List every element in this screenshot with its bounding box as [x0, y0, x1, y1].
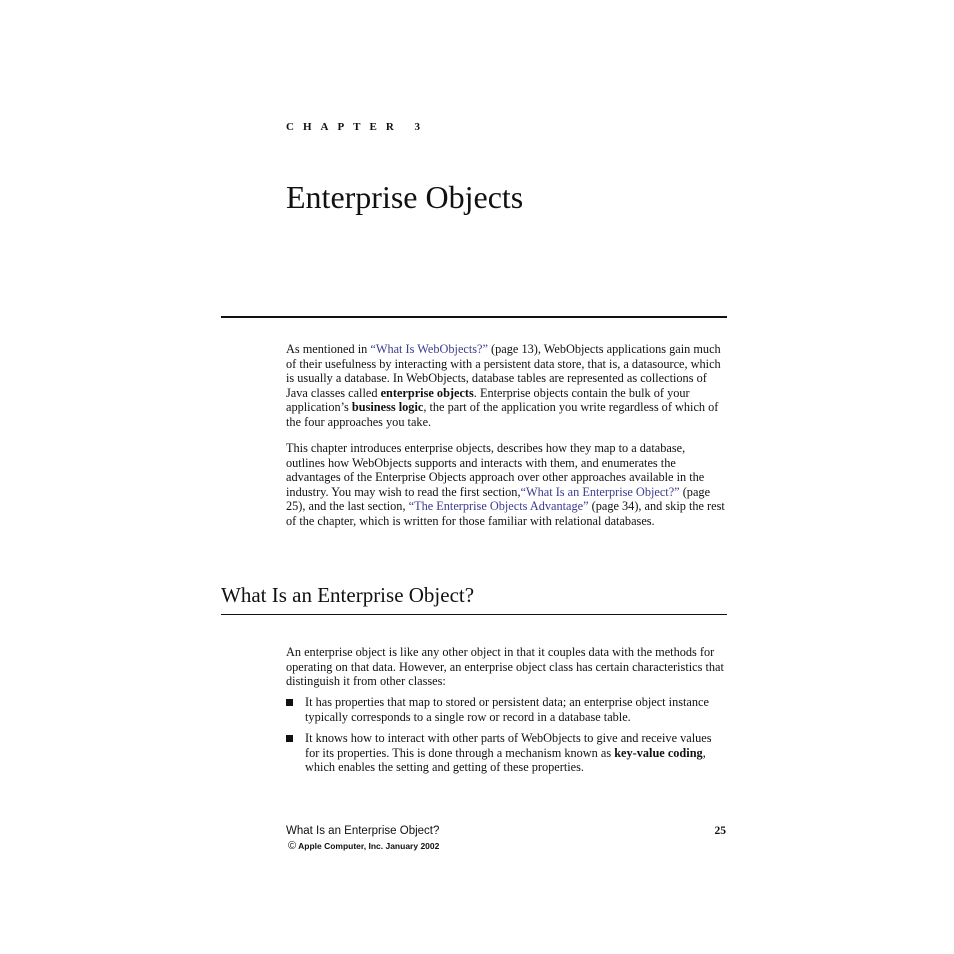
- list-item-text: It has properties that map to stored or persistent data; an enterprise object instance typically corresponds to a single row or record in a database table.: [305, 695, 709, 724]
- list-item-text: [305, 731, 726, 775]
- chapter-label: CHAPTER 3: [286, 121, 430, 133]
- intro-p1-text-1: As mentioned in: [286, 342, 371, 356]
- chapter-divider: [221, 316, 727, 318]
- intro-p1-text-4: , the part of the application you write regardless of which of the four approaches you take.: [286, 400, 719, 429]
- page-number: 25: [714, 825, 726, 837]
- footer-section-title: What Is an Enterprise Object?: [286, 825, 440, 837]
- section-heading: What Is an Enterprise Object?: [221, 583, 475, 607]
- intro-p1-text-3: . Enterprise objects contain the bulk of your application’s: [286, 385, 690, 415]
- link-what-is-webobjects[interactable]: “What Is WebObjects?”: [370, 342, 488, 356]
- term-key-value-coding: key-value coding: [614, 745, 703, 760]
- copyright-icon: ©: [288, 840, 297, 852]
- chapter-title: Enterprise Objects: [286, 179, 524, 215]
- term-business-logic: business logic: [351, 400, 424, 415]
- intro-p2-text-1: This chapter introduces enterprise objects, describes how they map to a database, outlines how WebObjects supports and interacts with them, and enumerates the advantages of the Enterprise Objects approach over other approaches available in the industry. You may wish to read the first section,: [286, 441, 705, 499]
- intro-p2-text-3: (page 34), and skip the rest of the chapter, which is written for those familiar with relational databases.: [286, 499, 725, 528]
- link-what-is-an-enterprise-object[interactable]: “What Is an Enterprise Object?”: [520, 484, 680, 499]
- section-divider: [221, 614, 727, 615]
- copyright-text: Apple Computer, Inc. January 2002: [298, 841, 440, 851]
- term-enterprise-objects: enterprise objects: [380, 385, 474, 400]
- intro-paragraph-1: [286, 342, 726, 430]
- bullet2-text-1: It knows how to interact with other parts of WebObjects to give and receive values for its properties. This is done through a mechanism known as: [305, 731, 712, 760]
- square-bullet-icon: [286, 735, 293, 742]
- intro-p1-text-2: (page 13), WebObjects applications gain much of their usefulness by interacting with a persistent data store, that is, a datasource, which is usually a database. In WebObjects, database tables are represented as collections of Java classes called: [286, 342, 721, 400]
- link-enterprise-objects-advantage[interactable]: “The Enterprise Objects Advantage”: [408, 499, 589, 514]
- section-paragraph-1: An enterprise object is like any other object in that it couples data with the methods for operating on that data. However, an enterprise object class has certain characteristics that distinguish it from other classes:: [286, 645, 724, 689]
- intro-p2-text-2: (page 25), and the last section,: [286, 484, 711, 514]
- intro-paragraph-2: [286, 441, 726, 529]
- bullet2-text-2: , which enables the setting and getting of these properties.: [305, 745, 706, 775]
- copyright-notice: [288, 840, 439, 852]
- square-bullet-icon: [286, 699, 293, 706]
